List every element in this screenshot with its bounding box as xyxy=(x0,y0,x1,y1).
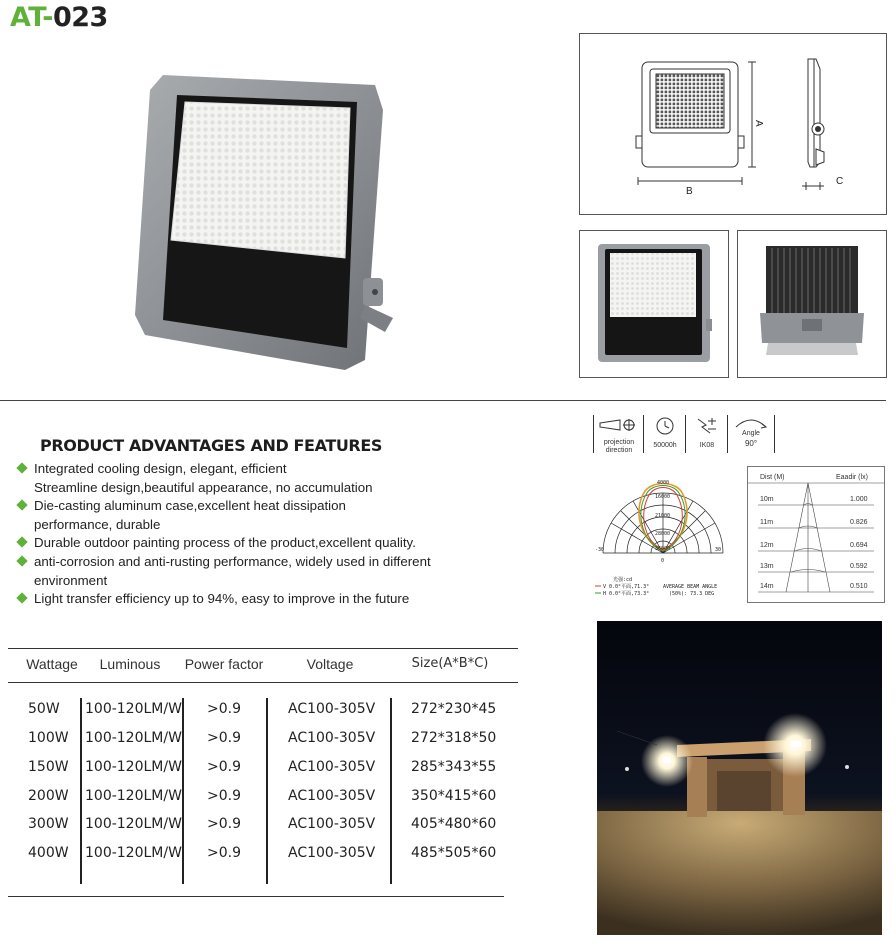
cell-power-factor: >0.9 xyxy=(207,701,241,717)
feature-text: Durable outdoor painting process of the product,excellent quality. xyxy=(34,535,416,551)
dist-cell: 12m xyxy=(760,542,774,549)
header-wattage: Wattage xyxy=(26,656,78,672)
cell-voltage: AC100-305V xyxy=(288,788,376,804)
legend-h: H 0.0°平面,73.3° xyxy=(603,591,650,597)
cell-size: 272*318*50 xyxy=(411,730,497,746)
dist-cell: 10m xyxy=(760,496,774,503)
beam-angle-icon xyxy=(728,415,774,431)
product-photo xyxy=(125,70,395,375)
projection-icon xyxy=(594,415,644,437)
illuminance-distance-table xyxy=(747,466,885,603)
cell-size: 350*415*60 xyxy=(411,788,497,804)
lux-cell: 1.000 xyxy=(850,496,868,503)
header-luminous: Luminous xyxy=(99,656,161,672)
lifetime-badge xyxy=(643,415,686,453)
feature-item xyxy=(14,590,454,609)
avg-beam-value: (50%): 73.3 DEG xyxy=(669,591,715,597)
section-divider xyxy=(0,400,886,401)
impact-label: IK08 xyxy=(699,442,715,449)
feature-icons-row xyxy=(593,415,778,455)
diamond-bullet-icon xyxy=(16,592,27,603)
illuminance-diagram xyxy=(748,467,884,602)
cell-power-factor: >0.9 xyxy=(207,759,241,775)
dist-cell: 11m xyxy=(760,519,774,526)
cell-voltage: AC100-305V xyxy=(288,759,376,775)
lux-cell: 0.826 xyxy=(850,519,868,526)
model-number: 023 xyxy=(52,2,108,33)
angle-tick-left: -30 xyxy=(595,547,605,553)
cell-power-factor: >0.9 xyxy=(207,816,241,832)
header-size: Size(A*B*C) xyxy=(411,656,489,671)
feature-text: anti-corrosion and anti-rusting performance, widely used in different xyxy=(34,553,431,569)
cell-size: 272*230*45 xyxy=(411,701,497,717)
cell-power-factor: >0.9 xyxy=(207,788,241,804)
column-divider xyxy=(80,698,82,884)
cell-size: 405*480*60 xyxy=(411,816,497,832)
diamond-bullet-icon xyxy=(16,537,27,548)
cell-luminous: 100-120LM/W xyxy=(85,788,182,804)
cell-power-factor: >0.9 xyxy=(207,730,241,746)
back-view-photo xyxy=(738,231,886,377)
cell-wattage: 200W xyxy=(28,788,69,804)
dimension-drawing-panel xyxy=(579,33,887,215)
model-prefix: AT- xyxy=(10,2,53,33)
unit-label: 光强:cd xyxy=(613,577,633,583)
cell-luminous: 100-120LM/W xyxy=(85,845,182,861)
dist-cell: 13m xyxy=(760,563,774,570)
dist-cell: 14m xyxy=(760,583,774,590)
header-voltage: Voltage xyxy=(306,656,354,672)
spec-table xyxy=(8,648,518,898)
projection-label: projection xyxy=(603,439,635,446)
angle-tick-right: 30 xyxy=(715,547,722,553)
label-c: C xyxy=(836,176,844,187)
polar-distribution-chart xyxy=(593,465,733,602)
cell-luminous: 100-120LM/W xyxy=(85,701,182,717)
impact-badge xyxy=(685,415,728,453)
feature-text: Die-casting aluminum case,excellent heat dissipation xyxy=(34,498,346,514)
feature-text: performance, durable xyxy=(34,516,161,532)
angle-tick-zero: 0 xyxy=(661,558,665,564)
legend-v: V 0.0°平面,71.3° xyxy=(603,584,650,590)
back-view-panel xyxy=(737,230,887,378)
cell-wattage: 100W xyxy=(28,730,69,746)
cell-voltage: AC100-305V xyxy=(288,816,376,832)
column-divider xyxy=(182,698,184,884)
feature-text: environment xyxy=(34,572,108,588)
ring-label: 36000 xyxy=(655,546,671,552)
column-divider xyxy=(390,698,392,884)
model-title xyxy=(10,2,108,33)
cell-luminous: 100-120LM/W xyxy=(85,816,182,832)
ring-label: 16000 xyxy=(655,494,671,500)
angle-badge xyxy=(727,415,775,453)
table-bottom-rule xyxy=(8,896,504,897)
front-view-panel xyxy=(579,230,729,378)
feature-text: Light transfer efficiency up to 94%, easy to improve in the future xyxy=(34,591,410,607)
impact-icon xyxy=(686,415,728,437)
dimension-drawing xyxy=(580,34,886,214)
cell-voltage: AC100-305V xyxy=(288,845,376,861)
feature-item xyxy=(14,553,454,590)
avg-beam-title: AVERAGE BEAM ANGLE xyxy=(663,584,718,590)
features-title: PRODUCT ADVANTAGES AND FEATURES xyxy=(40,436,382,455)
cell-voltage: AC100-305V xyxy=(288,701,376,717)
ring-label: 21000 xyxy=(655,513,671,519)
cell-size: 485*505*60 xyxy=(411,845,497,861)
features-list xyxy=(14,460,454,609)
table-top-rule xyxy=(8,648,518,649)
polar-chart-svg xyxy=(593,465,733,602)
label-a: A xyxy=(753,120,764,127)
feature-item xyxy=(14,460,454,497)
direction-label: direction xyxy=(605,447,633,454)
feature-text: Streamline design,beautiful appearance, no accumulation xyxy=(34,479,373,495)
cell-power-factor: >0.9 xyxy=(207,845,241,861)
feature-text: Integrated cooling design, elegant, efficient xyxy=(34,461,287,476)
cell-luminous: 100-120LM/W xyxy=(85,730,182,746)
lux-cell: 0.592 xyxy=(850,563,868,570)
table-header-rule xyxy=(8,682,518,683)
projection-direction-badge xyxy=(593,415,644,453)
cell-wattage: 300W xyxy=(28,816,69,832)
ring-label: 4000 xyxy=(657,480,670,486)
cell-luminous: 100-120LM/W xyxy=(85,759,182,775)
ring-label: 28000 xyxy=(655,531,671,537)
label-b: B xyxy=(686,186,693,197)
lux-header: Eaadir (lx) xyxy=(836,474,868,481)
diamond-bullet-icon xyxy=(16,555,27,566)
cell-wattage: 400W xyxy=(28,845,69,861)
dist-header: Dist (M) xyxy=(760,474,785,481)
diamond-bullet-icon xyxy=(16,462,27,473)
feature-item xyxy=(14,497,454,534)
angle-value: 90° xyxy=(744,439,758,448)
cell-wattage: 50W xyxy=(28,701,60,717)
column-divider xyxy=(266,698,268,884)
cell-voltage: AC100-305V xyxy=(288,730,376,746)
lifetime-label: 50000h xyxy=(653,442,677,449)
night-application-photo xyxy=(597,621,882,935)
header-power-factor: Power factor xyxy=(184,656,264,672)
lux-cell: 0.510 xyxy=(850,583,868,590)
front-view-photo xyxy=(580,231,728,377)
lux-cell: 0.694 xyxy=(850,542,868,549)
cell-size: 285*343*55 xyxy=(411,759,497,775)
cell-wattage: 150W xyxy=(28,759,69,775)
clock-icon xyxy=(644,415,686,437)
feature-item xyxy=(14,534,454,553)
diamond-bullet-icon xyxy=(16,500,27,511)
angle-label: Angle xyxy=(742,430,760,437)
